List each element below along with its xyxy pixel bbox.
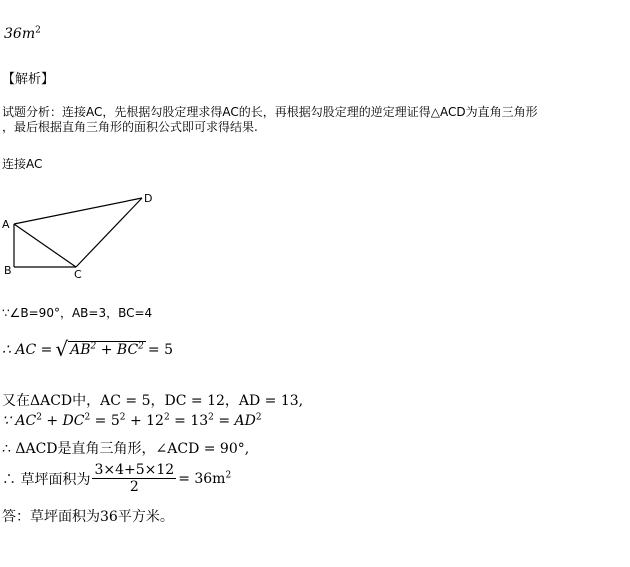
area-fraction bbox=[92, 462, 176, 495]
analysis-heading: 【解析】 bbox=[2, 72, 55, 87]
diagonal-ac bbox=[14, 224, 76, 267]
analysis-line-1: 试题分析：连接AC，先根据勾股定理求得AC的长，再根据勾股定理的逆定理证得△ACD为直角三角形 bbox=[2, 105, 538, 119]
fraction-denominator: 2 bbox=[129, 479, 139, 495]
analysis-line-2: ，最后根据直角三角形的面积公式即可求得结果. bbox=[2, 120, 258, 134]
side-cd bbox=[76, 198, 142, 267]
quadrilateral-figure bbox=[0, 188, 170, 280]
answer-value: 36m bbox=[4, 26, 36, 42]
square-root bbox=[55, 337, 146, 361]
connect-ac-text: 连接AC bbox=[2, 157, 43, 171]
ac-result: = 5 bbox=[147, 342, 173, 358]
area-calculation bbox=[2, 462, 231, 495]
triangle-given: 又在ΔACD中，AC = 5，DC = 12，AD = 13, bbox=[2, 393, 304, 409]
label-c: C bbox=[74, 268, 82, 280]
area-prefix: ∴ 草坪面积为 bbox=[2, 471, 91, 488]
radicand: $AB^2 + BC^2$ bbox=[70, 341, 144, 358]
pythagoras-check: ∵ $AC^2 + DC^2 = 5^2 + 12^2 = 13^2 = AD^2$ bbox=[2, 412, 262, 429]
label-a: A bbox=[2, 218, 10, 231]
answer-exponent: 2 bbox=[35, 25, 41, 36]
fraction-numerator: 3×4+5×12 bbox=[94, 462, 175, 478]
answer-text bbox=[4, 26, 41, 42]
area-result: = $36m^2$ bbox=[178, 469, 232, 487]
radical-sign: √ bbox=[55, 337, 69, 361]
label-b: B bbox=[4, 264, 12, 277]
right-triangle-conclusion: ∴ ΔACD是直角三角形，∠ACD = 90°, bbox=[2, 441, 250, 457]
side-da bbox=[14, 198, 142, 224]
label-d: D bbox=[144, 192, 153, 205]
ac-prefix: ∴ AC = bbox=[2, 342, 53, 358]
given-statement: ∵∠B=90°，AB=3，BC=4 bbox=[2, 306, 153, 320]
final-answer: 答：草坪面积为36平方米。 bbox=[2, 509, 174, 525]
ac-calculation bbox=[2, 337, 173, 361]
